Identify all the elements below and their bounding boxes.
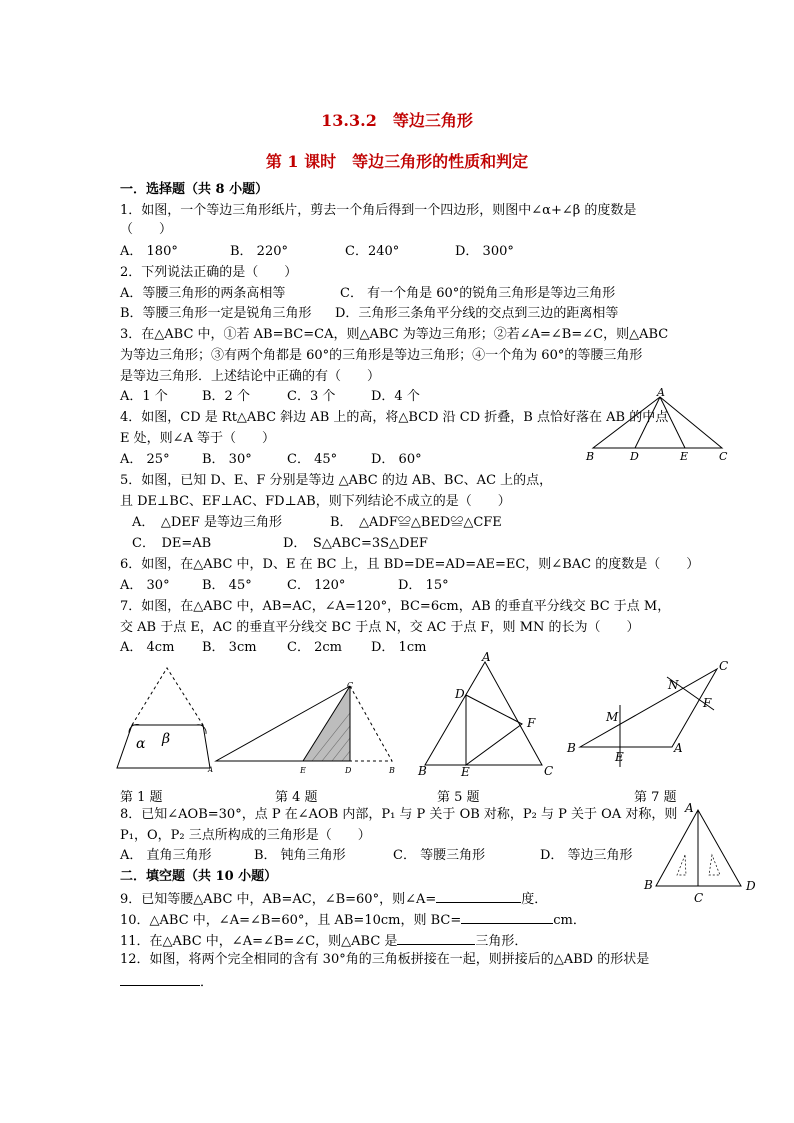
q12-answer-line bbox=[120, 973, 213, 991]
q12-label-a: A bbox=[685, 801, 694, 815]
q12-figure bbox=[640, 798, 765, 904]
q9-answer-blank[interactable] bbox=[436, 890, 521, 903]
caption-fig-4: 第 4 题 bbox=[275, 790, 318, 805]
caption-fig-5: 第 5 题 bbox=[437, 790, 480, 805]
q4b-label-d: D bbox=[345, 766, 352, 775]
q6-text: 6．如图，在△ABC 中，D、E 在 BC 上，且 BD=DE=AD=AE=EC，则∠BAC 的度数是（ ） bbox=[120, 557, 700, 572]
q7-label-f: F bbox=[703, 696, 712, 710]
q10-text: 10．△ABC 中，∠A=∠B=60°，且 AB=10cm，则 BC= bbox=[120, 913, 462, 928]
q5-triangle-def bbox=[466, 695, 522, 765]
q5-option-d: D． S△ABC=3S△DEF bbox=[283, 536, 428, 551]
q3-option-c: C．3 个 bbox=[287, 389, 336, 404]
q12-label-b: B bbox=[644, 878, 653, 892]
q8-option-b: B． 钝角三角形 bbox=[254, 848, 346, 863]
q5-text-2: 且 DE⊥BC、EF⊥AC、FD⊥AB，则下列结论不成立的是（ ） bbox=[120, 494, 511, 509]
q5-label-b: B bbox=[418, 764, 427, 778]
q3-option-b: B．2 个 bbox=[202, 389, 250, 404]
q5-label-a: A bbox=[482, 650, 491, 664]
q7-text-1: 7．如图，在△ABC 中，AB=AC，∠A=120°，BC=6cm，AB 的垂直平分线交 BC 于点 M， bbox=[120, 599, 671, 614]
q1-option-c: C．240° bbox=[345, 244, 400, 259]
q4-segment-ad bbox=[635, 397, 660, 448]
q4b-label-b: B bbox=[389, 766, 395, 775]
q4-text-1: 4．如图，CD 是 Rt△ABC 斜边 AB 上的高，将△BCD 沿 CD 折叠，B 点恰好落在 AB 的中点 bbox=[120, 410, 669, 425]
q3-text-1: 3．在△ABC 中，①若 AB=BC=CA，则△ABC 为等边三角形；②若∠A=∠B=∠C，则△ABC bbox=[120, 327, 669, 342]
q6-option-d: D． 15° bbox=[398, 578, 449, 593]
q2-option-c: C． 有一个角是 60°的锐角三角形是等边三角形 bbox=[340, 286, 616, 301]
q4b-label-e: E bbox=[300, 766, 306, 775]
q12-answer-blank[interactable] bbox=[120, 973, 200, 986]
q5-label-c: C bbox=[544, 764, 554, 778]
q4-option-a: A． 25° bbox=[120, 452, 170, 467]
q12-label-c: C bbox=[694, 891, 704, 905]
q4-option-c: C． 45° bbox=[287, 452, 338, 467]
q5-text-1: 5．如图，已知 D、E、F 分别是等边 △ABC 的边 AB、BC、AC 上的点， bbox=[120, 473, 553, 488]
section-header-fill: 二．填空题（共 10 小题） bbox=[120, 869, 278, 884]
q12-label-d: D bbox=[746, 879, 756, 893]
q2-option-d: D．三角形三条角平分线的交点到三边的距离相等 bbox=[335, 306, 619, 321]
q1-option-b: B． 220° bbox=[230, 244, 288, 259]
q4-folded-edge bbox=[350, 686, 392, 761]
q7-label-c: C bbox=[719, 659, 729, 673]
section-header-choice: 一．选择题（共 8 小题） bbox=[120, 182, 269, 197]
q4-triangle bbox=[593, 397, 722, 448]
page-subtitle: 第 1 课时 等边三角形的性质和判定 bbox=[265, 152, 529, 171]
q10-unit: cm． bbox=[553, 913, 586, 928]
q9-unit: 度． bbox=[521, 892, 548, 907]
q6-option-c: C． 120° bbox=[287, 578, 346, 593]
q10-answer-blank[interactable] bbox=[461, 911, 553, 924]
q4-option-d: D． 60° bbox=[371, 452, 422, 467]
page-title: 13.3.2 等边三角形 bbox=[321, 111, 473, 130]
q8-text-2: P₁，O，P₂ 三点所构成的三角形是（ ） bbox=[120, 828, 371, 843]
q4-label-b: B bbox=[586, 450, 595, 463]
caption-fig-7: 第 7 题 bbox=[634, 790, 677, 805]
q11-line bbox=[120, 932, 527, 950]
q8-option-c: C． 等腰三角形 bbox=[393, 848, 486, 863]
q2-text: 2．下列说法正确的是（ ） bbox=[120, 265, 298, 280]
q7-option-c: C． 2cm bbox=[287, 640, 342, 655]
q1-label-alpha: α bbox=[136, 736, 146, 752]
q7-label-m: M bbox=[606, 710, 619, 724]
q5-label-d: D bbox=[455, 687, 465, 701]
q1-figure bbox=[112, 662, 217, 777]
q1-label-a: A bbox=[208, 766, 214, 774]
q7-triangle bbox=[580, 669, 717, 747]
q8-option-d: D． 等边三角形 bbox=[540, 848, 633, 863]
q7-label-b: B bbox=[567, 741, 576, 755]
q1-option-a: A． 180° bbox=[120, 244, 178, 259]
q4-label-a: A bbox=[657, 386, 665, 399]
q7-option-d: D． 1cm bbox=[371, 640, 427, 655]
q6-option-a: A． 30° bbox=[120, 578, 170, 593]
q11-text: 11．在△ABC 中，∠A=∠B=∠C，则△ABC 是 bbox=[120, 934, 398, 949]
q8-option-a: A． 直角三角形 bbox=[120, 848, 212, 863]
q4-option-b: B． 30° bbox=[202, 452, 252, 467]
q9-text: 9．已知等腰△ABC 中，AB=AC，∠B=60°，则∠A= bbox=[120, 892, 437, 907]
q3-text-3: 是等边三角形．上述结论中正确的有（ ） bbox=[120, 369, 381, 384]
q7-figure bbox=[562, 655, 737, 770]
q7-option-a: A． 4cm bbox=[120, 640, 175, 655]
caption-fig-1: 第 1 题 bbox=[120, 790, 163, 805]
q12-inner-left bbox=[677, 855, 686, 875]
q4-figure bbox=[585, 386, 730, 470]
q7-label-n: N bbox=[668, 678, 679, 692]
q1-option-d: D． 300° bbox=[455, 244, 514, 259]
q7-label-e: E bbox=[615, 750, 624, 764]
q11-answer-blank[interactable] bbox=[397, 932, 475, 945]
q11-unit: 三角形． bbox=[475, 934, 528, 949]
q4-text-2: E 处，则∠A 等于（ ） bbox=[120, 431, 276, 446]
q5-option-b: B． △ADF≌△BED≌△CFE bbox=[330, 515, 502, 530]
q5-triangle-abc bbox=[425, 662, 542, 765]
q5-figure bbox=[412, 652, 562, 778]
q4-figure-main bbox=[212, 678, 407, 778]
q1-bracket: （ ） bbox=[120, 222, 173, 237]
q12-inner-right bbox=[709, 855, 720, 875]
q2-option-a: A．等腰三角形的两条高相等 bbox=[120, 286, 286, 301]
q3-option-a: A．1 个 bbox=[120, 389, 168, 404]
q8-text-1: 8．已知∠AOB=30°，点 P 在∠AOB 内部，P₁ 与 P 关于 OB 对称，P₂ 与 P 关于 OA 对称，则 bbox=[120, 807, 678, 822]
q12-period: ． bbox=[200, 975, 214, 990]
q7-text-2: 交 AB 于点 E，AC 的垂直平分线交 BC 于点 N，交 AC 于点 F，则 MN 的长为（ ） bbox=[120, 620, 640, 635]
q9-line bbox=[120, 890, 547, 908]
q6-option-b: B． 45° bbox=[202, 578, 252, 593]
q5-label-e: E bbox=[461, 765, 470, 779]
q4-label-c: C bbox=[719, 450, 728, 463]
q1-text: 1．如图，一个等边三角形纸片，剪去一个角后得到一个四边形，则图中∠α+∠β 的度数是 bbox=[120, 203, 637, 218]
q4b-label-c: C bbox=[347, 681, 354, 690]
q1-label-beta: β bbox=[162, 731, 171, 747]
q10-line bbox=[120, 911, 586, 929]
q2-option-b: B．等腰三角形一定是锐角三角形 bbox=[120, 306, 312, 321]
q3-text-2: 为等边三角形；③有两个角都是 60°的三角形是等边三角形；④一个角为 60°的等腰三角形 bbox=[120, 348, 643, 363]
q4-segment-ae bbox=[660, 397, 685, 448]
q5-label-f: F bbox=[527, 716, 536, 730]
q7-label-a: A bbox=[674, 741, 683, 755]
q5-option-a: A． △DEF 是等边三角形 bbox=[132, 515, 282, 530]
q7-option-b: B． 3cm bbox=[202, 640, 257, 655]
q1-cut-corner bbox=[132, 668, 203, 725]
q4-label-d: D bbox=[630, 450, 639, 463]
q4-label-e: E bbox=[680, 450, 689, 463]
q3-option-d: D．4 个 bbox=[371, 389, 420, 404]
q5-option-c: C． DE=AB bbox=[132, 536, 212, 551]
q12-text: 12．如图，将两个完全相同的含有 30°角的三角板拼接在一起，则拼接后的△ABD 的形状是 bbox=[120, 952, 650, 967]
